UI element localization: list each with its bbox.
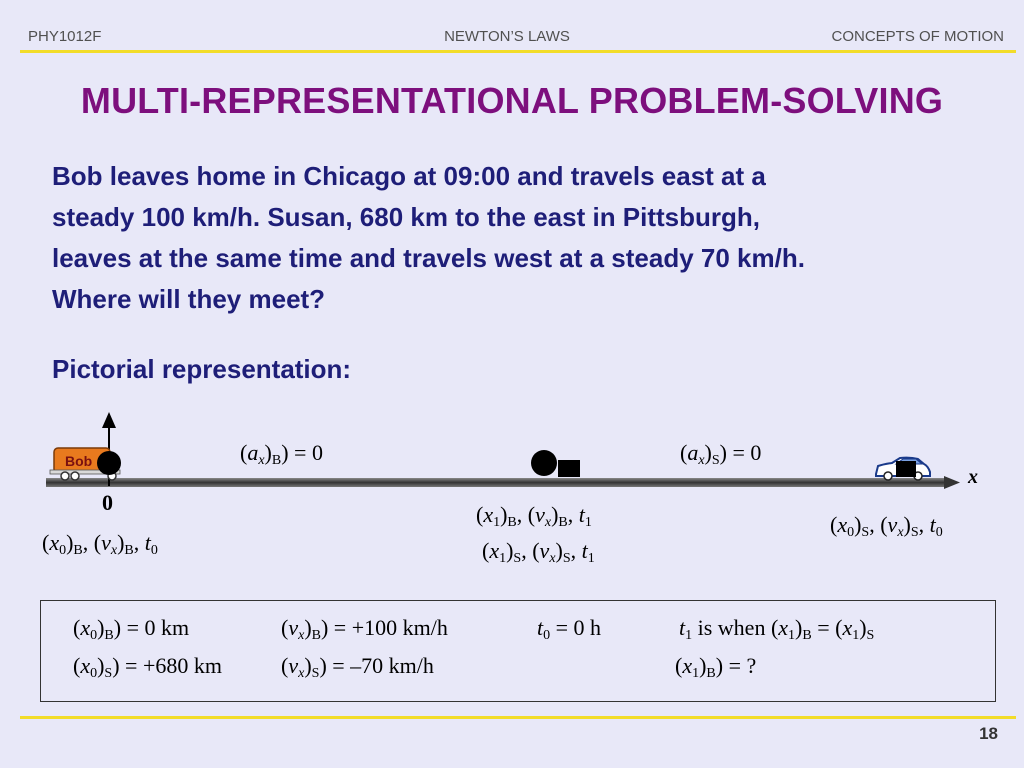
problem-line: Bob leaves home in Chicago at 09:00 and travels east at a — [52, 161, 766, 191]
problem-line: steady 100 km/h. Susan, 680 km to the east in Pittsburgh, — [52, 202, 761, 232]
section-label: CONCEPTS OF MOTION — [831, 28, 1004, 45]
bob-acceleration-label: $(a_x)_B) = 0$ — [240, 440, 323, 468]
page-number: 18 — [979, 724, 998, 743]
bob-initial-label: $(x_0)_B$, $(v_x)_B$, $t_0$ — [42, 530, 158, 558]
problem-line: leaves at the same time and travels west at a steady 70 km/h. — [52, 243, 805, 273]
known-x0-susan: $(x_0)_S) = +680$ km — [73, 653, 222, 681]
slide-title: MULTI-REPRESENTATIONAL PROBLEM-SOLVING — [80, 80, 944, 121]
topic-label: NEWTON’S LAWS — [444, 28, 570, 45]
susan-initial-label: $(x_0)_S$, $(v_x)_S$, $t_0$ — [830, 512, 943, 540]
x-axis-label: x — [968, 466, 978, 488]
knowns-box — [40, 600, 996, 702]
known-x0-bob: $(x_0)_B) = 0$ km — [73, 615, 190, 643]
bob-meeting-dot — [531, 450, 557, 476]
susan-acceleration-label: $(a_x)_S) = 0$ — [680, 440, 762, 468]
susan-meeting-square — [558, 460, 580, 477]
truck-label: Bob — [65, 453, 93, 469]
bob-start-dot — [97, 451, 121, 475]
footer-rule — [20, 716, 1016, 719]
x-axis — [46, 476, 960, 489]
car-icon — [876, 458, 930, 480]
course-code: PHY1012F — [28, 28, 102, 45]
known-t1-condition: $t_1$ is when $(x_1)_B = (x_1)_S$ — [679, 615, 875, 643]
origin-label: 0 — [102, 490, 113, 515]
bob-final-label: $(x_1)_B$, $(v_x)_B$, $t_1$ — [476, 502, 592, 530]
known-vx-susan: $(v_x)_S) = -70$ km/h — [281, 653, 434, 681]
problem-line: Where will they meet? — [52, 284, 326, 314]
susan-final-label: $(x_1)_S$, $(v_x)_S$, $t_1$ — [482, 538, 595, 566]
known-vx-bob: $(v_x)_B) = +100$ km/h — [281, 615, 448, 643]
unknown-x1-bob: $(x_1)_B$) = ? — [675, 653, 757, 681]
pictorial-heading: Pictorial representation: — [52, 354, 352, 384]
known-t0: $t_0 = 0$ h — [537, 615, 602, 643]
